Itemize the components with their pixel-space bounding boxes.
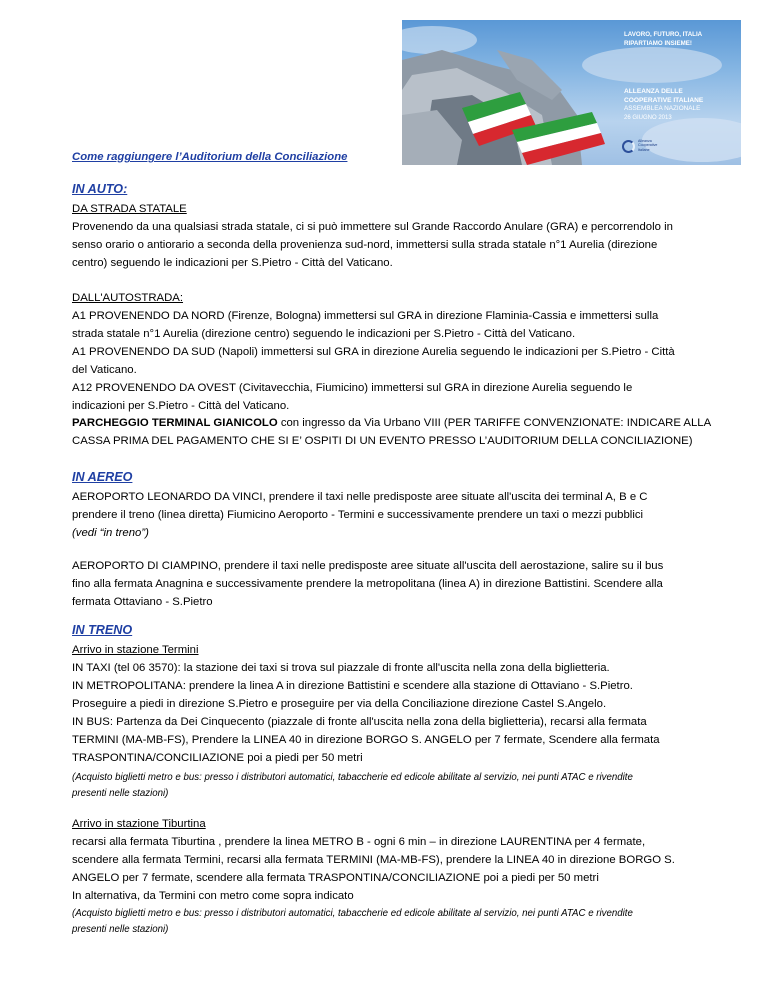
logo-line-2: Cooperative — [638, 143, 658, 148]
paragraph-line: In alternativa, da Termini con metro come sopra indicato — [72, 890, 354, 902]
ticket-note: presenti nelle stazioni) — [72, 788, 169, 799]
section-heading-aereo: IN AEREO — [72, 470, 133, 484]
logo-line-3: Italiane — [638, 147, 650, 152]
paragraph-line: Proseguire a piedi in direzione S.Pietro e proseguire per via della Conciliazione direzione Castel S.Angelo. — [72, 698, 607, 710]
section-heading-treno: IN TRENO — [72, 623, 133, 637]
section-heading-auto: IN AUTO: — [72, 182, 128, 196]
paragraph-line: TRASPONTINA/CONCILIAZIONE poi a piedi per 50 metri — [72, 752, 363, 764]
banner-date: 26 GIUGNO 2013 — [624, 115, 672, 121]
subheading-termini: Arrivo in stazione Termini — [72, 644, 199, 656]
parking-line-2: CASSA PRIMA DEL PAGAMENTO CHE SI E’ OSPITI DI UN EVENTO PRESSO L’AUDITORIUM DELLA CONCILIAZIONE) — [72, 435, 693, 447]
paragraph-line: AEROPORTO DI CIAMPINO, prendere il taxi nelle predisposte aree situate all'uscita dell aerostazione, salire su il bus — [72, 560, 664, 572]
paragraph-line: senso orario o antiorario a seconda della provenienza sud-nord, immettersi sulla strada statale n°1 Aurelia (direzione — [72, 239, 658, 251]
subheading-autostrada: DALL'AUTOSTRADA: — [72, 292, 184, 304]
parking-name: PARCHEGGIO TERMINAL GIANICOLO — [72, 417, 278, 429]
paragraph-line: del Vaticano. — [72, 364, 137, 376]
document-title: Come raggiungere l’Auditorium della Conciliazione — [72, 151, 348, 163]
parking-details: con ingresso da Via Urbano VIII (PER TARIFFE CONVENZIONATE: INDICARE ALLA — [277, 417, 712, 429]
paragraph-line: strada statale n°1 Aurelia (direzione centro) seguendo le indicazioni per S.Pietro - Città del Vaticano. — [72, 328, 576, 340]
event-banner — [402, 20, 741, 165]
alliance-logo — [622, 138, 678, 156]
banner-tagline-line-2: RIPARTIAMO INSIEME! — [624, 39, 692, 47]
paragraph-line: IN TAXI (tel 06 3570): la stazione dei taxi si trova sul piazzale di fronte all'uscita nella zona della biglietteria. — [72, 662, 610, 674]
ticket-note: presenti nelle stazioni) — [72, 924, 169, 935]
subheading-tiburtina: Arrivo in stazione Tiburtina — [72, 818, 206, 830]
subheading-strada-statale: DA STRADA STATALE — [72, 203, 187, 215]
parking-line-1 — [72, 415, 711, 433]
paragraph-line: IN METROPOLITANA: prendere la linea A in direzione Battistini e scendere alla stazione di Ottaviano - S.Pietro. — [72, 680, 633, 692]
paragraph-line: AEROPORTO LEONARDO DA VINCI, prendere il taxi nelle predisposte aree situate all'uscita dei terminal A, B e C — [72, 491, 648, 503]
paragraph-line: ANGELO per 7 fermate, scendere alla fermata TRASPONTINA/CONCILIAZIONE poi a piedi per 50 metri — [72, 872, 599, 884]
banner-title — [624, 88, 736, 105]
paragraph-line: Provenendo da una qualsiasi strada statale, ci si può immettere sul Grande Raccordo Anulare (GRA) e percorrendolo in — [72, 221, 673, 233]
ticket-note: (Acquisto biglietti metro e bus: presso i distributori automatici, tabaccherie ed edicole abilitate al servizio, nei punti ATAC e rivendite — [72, 908, 633, 919]
paragraph-line: TERMINI (MA-MB-FS), Prendere la LINEA 40 in direzione BORGO S. ANGELO per 7 fermate, Scendere alla fermata — [72, 734, 660, 746]
ticket-note: (Acquisto biglietti metro e bus: presso i distributori automatici, tabaccherie ed edicole abilitate al servizio, nei punti ATAC e rivendite — [72, 772, 633, 783]
paragraph-line: indicazioni per S.Pietro - Città del Vaticano. — [72, 400, 290, 412]
paragraph-line: recarsi alla fermata Tiburtina , prendere la linea METRO B - ogni 6 min – in direzione LAURENTINA per 4 fermate, — [72, 836, 646, 848]
paragraph-line: A1 PROVENENDO DA NORD (Firenze, Bologna) immettersi sul GRA in direzione Flaminia-Cassia e immettersi sulla — [72, 310, 659, 322]
paragraph-line: prendere il treno (linea diretta) Fiumicino Aeroporto - Termini e successivamente prendere un taxi o mezzi pubblici — [72, 509, 644, 521]
paragraph-note: (vedi “in treno”) — [72, 527, 149, 539]
alliance-logo-text — [638, 139, 678, 152]
banner-tagline-line-1: LAVORO, FUTURO, ITALIA — [624, 31, 703, 38]
alliance-logo-icon — [622, 140, 635, 153]
paragraph-line: IN BUS: Partenza da Dei Cinquecento (piazzale di fronte all'uscita nella zona della biglietteria), recarsi alla fermata — [72, 716, 647, 728]
banner-tagline — [624, 31, 736, 48]
paragraph-line: A12 PROVENENDO DA OVEST (Civitavecchia, Fiumicino) immettersi sul GRA in direzione Aurelia seguendo le — [72, 382, 633, 394]
banner-title-line-2: COOPERATIVE ITALIANE — [624, 96, 704, 104]
logo-line-1: Alleanza — [638, 139, 652, 143]
paragraph-line: fermata Ottaviano - S.Pietro — [72, 596, 213, 608]
paragraph-line: centro) seguendo le indicazioni per S.Pietro - Città del Vaticano. — [72, 257, 393, 269]
paragraph-line: A1 PROVENENDO DA SUD (Napoli) immettersi sul GRA in direzione Aurelia seguendo le indicazioni per S.Pietro - Città — [72, 346, 675, 358]
paragraph-line: fino alla fermata Anagnina e successivamente prendere la metropolitana (linea A) in direzione Battistini. Scendere alla — [72, 578, 663, 590]
banner-subtitle: ASSEMBLEA NAZIONALE — [624, 105, 701, 112]
paragraph-line: scendere alla fermata Termini, recarsi alla fermata TERMINI (MA-MB-FS), prendere la LINEA 40 in direzione BORGO S. — [72, 854, 675, 866]
banner-title-line-1: ALLEANZA DELLE — [624, 88, 683, 95]
